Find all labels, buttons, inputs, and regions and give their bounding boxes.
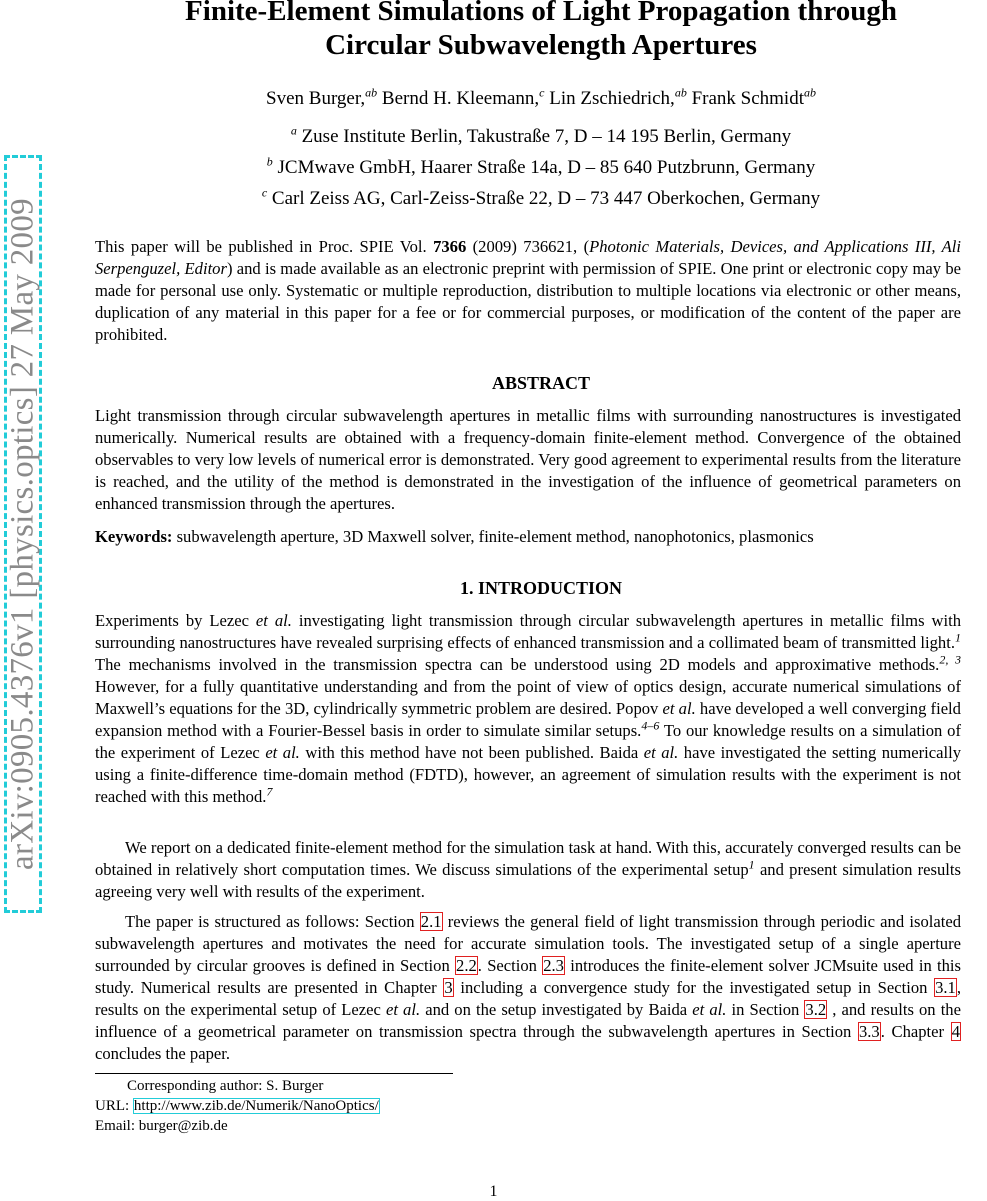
- chapter-link[interactable]: 3: [444, 978, 453, 997]
- footnote-email: Email: burger@zib.de: [95, 1118, 228, 1134]
- abstract-text: Light transmission through circular subwavelength apertures in metallic films with surrounding nanostructures is investigated numerically. Numerical results are obtained with a frequency-domain finite-element method. Convergence of the obtained observables to very low levels of numerical error is demonstrated. Very good agreement to experimental results from the literature is reached, and the utility of the method is demonstrated in the investigation of the influence of geometrical parameters on enhanced transmission through the apertures.: [95, 406, 961, 513]
- footnote-url: URL: http://www.zib.de/Numerik/NanoOptics/: [95, 1098, 379, 1114]
- homepage-link[interactable]: http://www.zib.de/Numerik/NanoOptics/: [133, 1098, 379, 1114]
- footnote-rule: [95, 1073, 453, 1074]
- arxiv-stamp[interactable]: [4, 155, 42, 913]
- section-link[interactable]: 2.2: [456, 956, 477, 975]
- introduction-heading: 1. INTRODUCTION: [459, 578, 623, 598]
- chapter-link[interactable]: 4: [951, 1022, 961, 1041]
- author: Bernd H. Kleemann,: [381, 88, 540, 109]
- author: Lin Zschiedrich,: [549, 88, 675, 109]
- paper-title: Finite-Element Simulations of Light Propagation through Circular Subwavelength Apertures: [185, 0, 897, 61]
- citation[interactable]: 1: [955, 630, 961, 645]
- intro-paragraph-3: The paper is structured as follows: Section 2.1 reviews the general field of light transmission through periodic and isolated subwavelength apertures and motivates the need for accurate simulation tools. The investigated setup of a single aperture surrounded by circular grooves is defined in Section 2.2. Section 2.3 introduces the finite-element solver JCMsuite used in this study. Numerical results are presented in Chapter 3 including a convergence study for the investigated setup in Section 3.1, results on the experimental setup of Lezec et al. and on the setup investigated by Baida et al. in Section 3.2 , and results on the influence of a geometrical parameter on transmission spectra through the subwavelength apertures in Section 3.3. Chapter 4 concludes the paper.: [95, 912, 961, 1063]
- affiliation-a: $^a$ Zuse Institute Berlin, Takustraße 7, D – 14 195 Berlin, Germany: [290, 123, 792, 147]
- publication-notice: This paper will be published in Proc. SPIE Vol. 7366 (2009) 736621, (Photonic Materials, Devices, and Applications III, Ali Serpenguzel, Editor) and is made available as an electronic preprint with permission of SPIE. One print or electronic copy may be made for personal use only. Systematic or multiple reproduction, distribution to multiple locations via electronic or other means, duplication of any material in this paper for a fee or for commercial purposes, or modification of the content of the paper are prohibited.: [95, 237, 961, 344]
- section-link[interactable]: 2.1: [420, 912, 442, 931]
- arxiv-stamp-text: arXiv:0905.4376v1 [physics.optics] 27 May 2009: [4, 198, 41, 870]
- abstract-heading: ABSTRACT: [491, 373, 591, 393]
- author: Frank Schmidt: [691, 88, 804, 109]
- intro-paragraph-1: Experiments by Lezec et al. investigating light transmission through circular subwavelength apertures in metallic films with surrounding nanostructures have revealed surprising effects of enhanced transmission and a collimated beam of transmitted light.$^1$ The mechanisms involved in the transmission spectra can be understood using 2D models and approximative methods.$^{2, 3}$ However, for a fully quantitative understanding and from the point of view of optics design, accurate numerical simulations of Maxwell’s equations for the 3D, cylindrically symmetric problem are desired. Popov et al. have developed a well converging field expansion method with a Fourier-Bessel basis in order to simulate similar setups.$^{4-6}$ To our knowledge results on a simulation of the experiment of Lezec et al. with this method have not been published. Baida et al. have investigated the setting numerically using a finite-difference time-domain method (FDTD), however, an agreement of simulation results with the experiment is not reached with this method.$^7$: [95, 611, 962, 806]
- citation[interactable]: 2, 3: [939, 652, 962, 667]
- keywords: Keywords: subwavelength aperture, 3D Maxwell solver, finite-element method, nanophotonics, plasmonics: [95, 527, 814, 546]
- page-number: 1: [489, 1183, 498, 1200]
- author: Sven Burger,: [266, 88, 366, 109]
- citation[interactable]: 4–6: [641, 718, 660, 733]
- section-link[interactable]: 3.3: [858, 1022, 880, 1041]
- section-link[interactable]: 3.2: [805, 1000, 827, 1019]
- footnote-corresponding: Corresponding author: S. Burger: [127, 1078, 324, 1094]
- citation[interactable]: 1: [748, 857, 755, 872]
- author-list: Sven Burger,$^{ab}$ Bernd H. Kleemann,$^c$ Lin Zschiedrich,$^{ab}$ Frank Schmidt$^{ab}$: [266, 85, 816, 109]
- intro-paragraph-2: We report on a dedicated finite-element method for the simulation task at hand. With this, accurately converged results can be obtained in relatively short computation times. We discuss simulations of the experimental setup$^1$ and present simulation results agreeing very well with results of the experiment.: [95, 838, 961, 901]
- affiliation-c: $^c$ Carl Zeiss AG, Carl-Zeiss-Straße 22, D – 73 447 Oberkochen, Germany: [261, 185, 821, 209]
- affiliation-b: $^b$ JCMwave GmbH, Haarer Straße 14a, D – 85 640 Putzbrunn, Germany: [266, 154, 816, 178]
- section-link[interactable]: 3.1: [935, 978, 956, 997]
- section-link[interactable]: 2.3: [543, 956, 564, 975]
- citation[interactable]: 7: [266, 784, 273, 799]
